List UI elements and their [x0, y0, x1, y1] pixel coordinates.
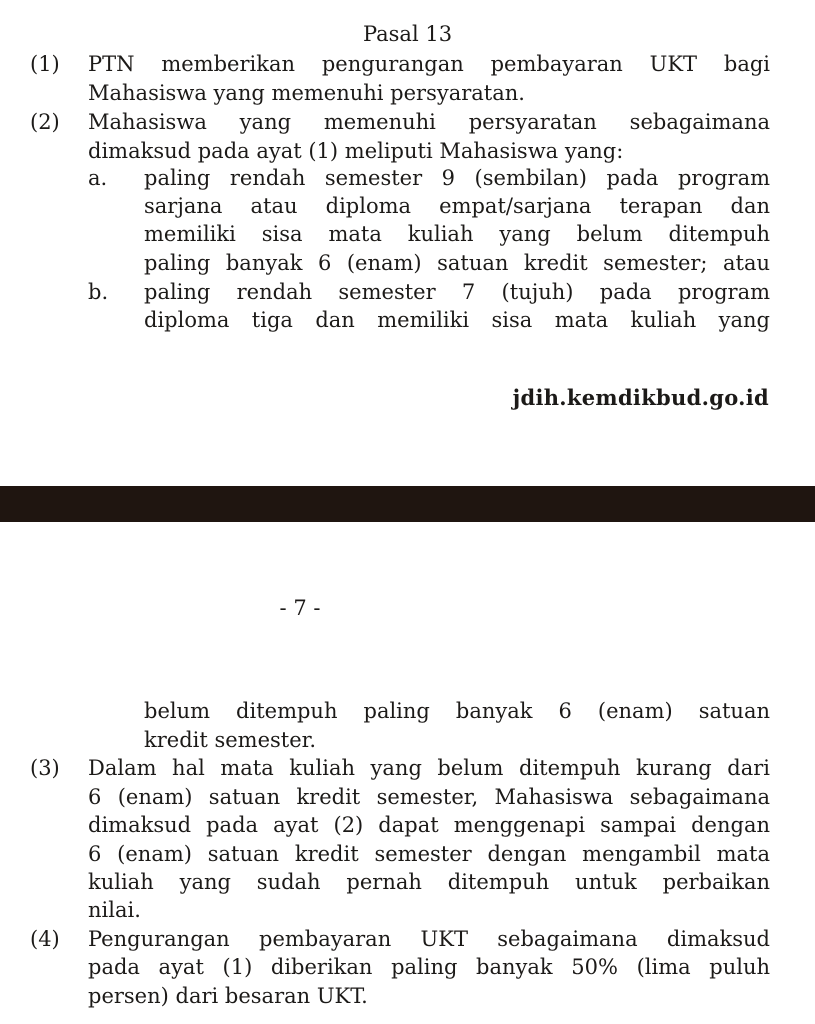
subitem-letter-a: a. — [88, 166, 108, 190]
document-page-bottom — [0, 522, 815, 1024]
page-separator-bar — [0, 486, 815, 522]
article-title: Pasal 13 — [362, 22, 453, 46]
item-3-line-1: Dalam hal mata kuliah yang belum ditempuh kurang dari — [88, 756, 770, 780]
subitem-a-line-4: paling banyak 6 (enam) satuan kredit semester; atau — [144, 251, 770, 275]
subitem-a-line-2: sarjana atau diploma empat/sarjana terapan dan — [144, 194, 770, 218]
subitem-letter-b: b. — [88, 280, 109, 304]
item-number-2: (2) — [30, 110, 60, 134]
subitem-b-line-2: diploma tiga dan memiliki sisa mata kuliah yang — [144, 308, 770, 332]
item-3-line-3: dimaksud pada ayat (2) dapat menggenapi sampai dengan — [88, 813, 770, 837]
item-3-line-5: kuliah yang sudah pernah ditempuh untuk perbaikan — [88, 870, 770, 894]
continuation-line-1: belum ditempuh paling banyak 6 (enam) satuan — [144, 699, 770, 723]
item-3-line-6: nilai. — [88, 898, 141, 922]
watermark-url: jdih.kemdikbud.go.id — [512, 385, 769, 410]
subitem-b-line-1: paling rendah semester 7 (tujuh) pada program — [144, 280, 770, 304]
item-2-line-1: Mahasiswa yang memenuhi persyaratan sebagaimana — [88, 110, 770, 134]
item-1-line-1: PTN memberikan pengurangan pembayaran UKT bagi — [88, 52, 770, 76]
page-number: - 7 - — [279, 596, 321, 620]
item-4-line-1: Pengurangan pembayaran UKT sebagaimana dimaksud — [88, 927, 770, 951]
item-1-line-2: Mahasiswa yang memenuhi persyaratan. — [88, 81, 525, 105]
subitem-a-line-3: memiliki sisa mata kuliah yang belum ditempuh — [144, 222, 770, 246]
continuation-line-2: kredit semester. — [144, 728, 317, 752]
item-3-line-4: 6 (enam) satuan kredit semester dengan mengambil mata — [88, 842, 770, 866]
item-number-4: (4) — [30, 927, 60, 951]
item-2-line-2: dimaksud pada ayat (1) meliputi Mahasiswa yang: — [88, 139, 624, 163]
item-number-1: (1) — [30, 52, 60, 76]
document-page-top — [0, 0, 815, 486]
item-4-line-3: persen) dari besaran UKT. — [88, 984, 368, 1008]
item-number-3: (3) — [30, 756, 60, 780]
subitem-a-line-1: paling rendah semester 9 (sembilan) pada program — [144, 166, 770, 190]
item-3-line-2: 6 (enam) satuan kredit semester, Mahasiswa sebagaimana — [88, 785, 770, 809]
item-4-line-2: pada ayat (1) diberikan paling banyak 50% (lima puluh — [88, 955, 770, 979]
